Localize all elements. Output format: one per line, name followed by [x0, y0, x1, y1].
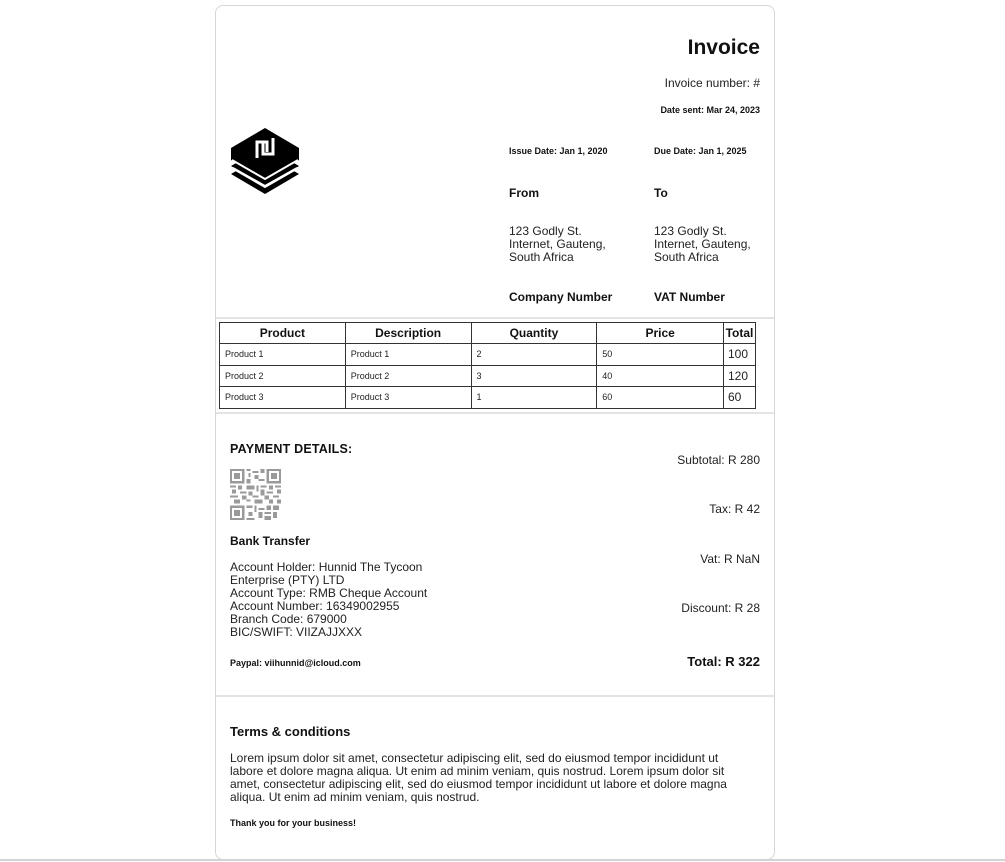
cell-description: Product 3	[345, 387, 471, 409]
table-header-row	[220, 323, 756, 344]
column-header-description: Description	[345, 323, 471, 344]
cell-price: 50	[597, 344, 724, 366]
cell-total: 60	[723, 387, 755, 409]
invoice-title: Invoice	[687, 36, 760, 59]
line-items-section	[216, 319, 774, 414]
from-address-line: Internet, Gauteng,	[509, 237, 606, 251]
to-label: To	[654, 186, 668, 200]
paypal-email: Paypal: viihunnid@icloud.com	[230, 658, 361, 668]
branch-code: Branch Code: 679000	[230, 612, 347, 626]
cell-product: Product 2	[220, 365, 346, 387]
cell-description: Product 2	[345, 365, 471, 387]
column-header-price: Price	[597, 323, 724, 344]
column-header-quantity: Quantity	[471, 323, 597, 344]
cell-description: Product 1	[345, 344, 471, 366]
vat-number-label: VAT Number	[654, 290, 725, 304]
cell-quantity: 3	[471, 365, 597, 387]
cell-total: 120	[723, 365, 755, 387]
cell-product: Product 1	[220, 344, 346, 366]
from-address	[509, 225, 639, 264]
issue-date: Issue Date: Jan 1, 2020	[509, 146, 608, 156]
line-items-table	[219, 322, 756, 409]
page-bottom-divider	[0, 859, 1005, 861]
thank-you-note: Thank you for your business!	[230, 818, 357, 828]
table-row	[220, 387, 756, 409]
terms-title: Terms & conditions	[230, 724, 351, 739]
bank-transfer-title: Bank Transfer	[230, 534, 311, 548]
bic-swift: BIC/SWIFT: VIIZAJJXXX	[230, 625, 363, 639]
column-header-total: Total	[723, 323, 755, 344]
terms-body: Lorem ipsum dolor sit amet, consectetur adipiscing elit, sed do eiusmod tempor incididunt ut labore et dolore magna aliqua. Ut enim ad minim veniam, quis nostrud. Lorem ipsum dolor sit amet, consectetur adipiscing elit, sed do eiusmod tempor incididunt ut labore et dolore magna aliqua. Ut enim ad minim veniam, quis nostrud.	[230, 751, 727, 804]
account-holder: Account Holder: Hunnid The Tycoon Enterprise (PTY) LTD	[230, 560, 423, 587]
vat: Vat: R NaN	[700, 552, 760, 566]
stacked-layers-logo-icon	[229, 128, 301, 194]
to-address	[654, 225, 775, 264]
cell-total: 100	[723, 344, 755, 366]
invoice-number: Invoice number: #	[664, 76, 760, 90]
table-row	[220, 365, 756, 387]
to-address-line: Internet, Gauteng,	[654, 237, 751, 251]
cell-price: 60	[597, 387, 724, 409]
payment-details-title: PAYMENT DETAILS:	[230, 442, 353, 456]
subtotal: Subtotal: R 280	[677, 453, 760, 467]
tax: Tax: R 42	[709, 502, 760, 516]
account-number: Account Number: 16349002955	[230, 599, 400, 613]
from-label: From	[509, 186, 539, 200]
cell-product: Product 3	[220, 387, 346, 409]
to-address-line: South Africa	[654, 250, 719, 264]
due-date: Due Date: Jan 1, 2025	[654, 146, 747, 156]
qr-code-icon	[230, 469, 281, 520]
cell-quantity: 2	[471, 344, 597, 366]
company-number-label: Company Number	[509, 290, 613, 304]
invoice-header	[216, 6, 774, 319]
to-address-line: 123 Godly St.	[654, 224, 727, 238]
grand-total: Total: R 322	[687, 654, 760, 669]
cell-quantity: 1	[471, 387, 597, 409]
column-header-product: Product	[220, 323, 346, 344]
payment-section	[216, 414, 774, 697]
bank-details	[230, 561, 430, 639]
discount: Discount: R 28	[681, 601, 760, 615]
date-sent: Date sent: Mar 24, 2023	[660, 105, 760, 115]
cell-price: 40	[597, 365, 724, 387]
from-address-line: South Africa	[509, 250, 574, 264]
terms-section	[216, 697, 774, 828]
from-address-line: 123 Godly St.	[509, 224, 582, 238]
invoice-card	[215, 5, 775, 860]
account-type: Account Type: RMB Cheque Account	[230, 586, 428, 600]
table-row	[220, 344, 756, 366]
